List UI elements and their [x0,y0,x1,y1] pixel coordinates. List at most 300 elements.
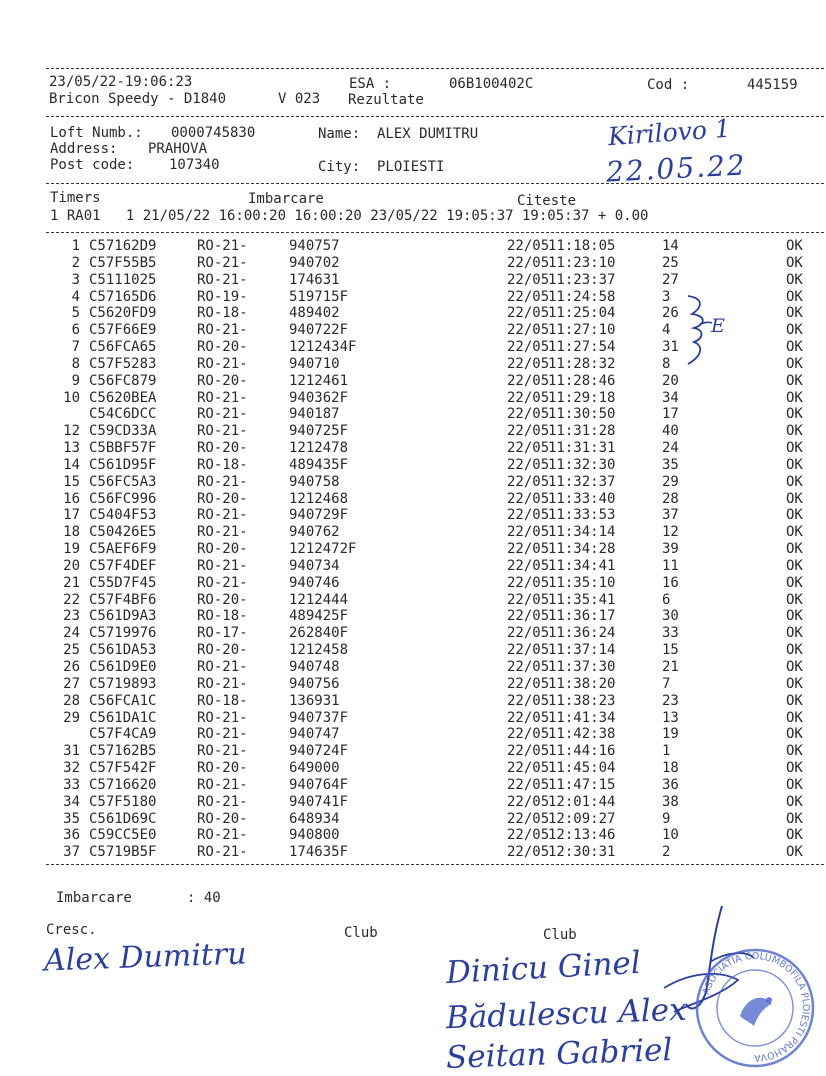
arrival-time: 11:35:41 [548,591,616,608]
arrival-time: 11:33:40 [548,490,616,507]
chip-code: C57F55B5 [89,254,157,271]
arrival-date: 22/05 [507,238,550,254]
ring-prefix: RO-19- [197,288,248,305]
ring-number: 1212468 [289,490,349,507]
address-value: PRAHOVA [148,141,208,157]
ring-number: 649000 [289,760,340,777]
status: OK [786,254,803,271]
row-index: 18 [63,524,80,541]
cod-value: 445159 [747,77,798,93]
arrival-time: 11:32:37 [548,473,616,490]
table-row [0,676,826,693]
arrival-time: 11:30:50 [548,406,616,423]
row-index: 35 [63,810,80,827]
rank: 4 [662,322,671,339]
arrival-time: 11:23:10 [548,254,616,271]
status: OK [786,440,803,457]
arrival-time: 11:28:46 [548,372,616,389]
ring-prefix: RO-21- [197,776,248,793]
rank: 16 [662,574,679,591]
arrival-date: 22/05 [507,810,550,827]
chip-code: C57F542F [89,760,157,777]
status: OK [786,238,803,254]
chip-code: C56FC5A3 [89,473,157,490]
status: OK [786,490,803,507]
arrival-date: 22/05 [507,692,550,709]
handwritten-bracket [680,292,740,372]
chip-code: C561D9A3 [89,608,157,625]
table-row [0,726,826,743]
row-index: 22 [63,591,80,608]
chip-code: C5719B5F [89,844,157,861]
status: OK [786,574,803,591]
status: OK [786,372,803,389]
ring-prefix: RO-21- [197,827,248,844]
table-row [0,541,826,558]
ring-number: 489435F [289,456,349,473]
rank: 15 [662,642,679,659]
arrival-time: 11:35:10 [548,574,616,591]
status: OK [786,406,803,423]
ring-number: 136931 [289,692,340,709]
chip-code: C57F66E9 [89,322,157,339]
row-index: 27 [63,675,80,692]
table-row [0,558,826,575]
table-row [0,423,826,440]
report-mode: Rezultate [348,92,424,108]
row-index: 31 [63,743,80,760]
arrival-date: 22/05 [507,659,550,675]
footer-imbarcare-label: Imbarcare [56,890,132,906]
arrival-time: 11:36:24 [548,625,616,642]
signature-club-3: Seitan Gabriel [445,1032,673,1076]
fancier-name: ALEX DUMITRU [377,126,479,142]
ring-prefix: RO-21- [197,524,248,541]
rank: 18 [662,760,679,777]
arrival-date: 22/05 [507,760,550,777]
ring-prefix: RO-17- [197,625,248,642]
row-index: 26 [63,659,80,675]
rank: 36 [662,776,679,793]
arrival-time: 11:24:58 [548,288,616,305]
chip-code: C5AEF6F9 [89,541,157,558]
status: OK [786,339,803,356]
status: OK [786,844,803,861]
ring-prefix: RO-21- [197,659,248,675]
cod-label: Cod : [647,77,690,93]
arrival-date: 22/05 [507,793,550,810]
arrival-date: 22/05 [507,625,550,642]
row-index: 29 [63,709,80,726]
ring-number: 940724F [289,743,349,760]
ring-prefix: RO-21- [197,254,248,271]
table-row [0,238,826,255]
ring-number: 262840F [289,625,349,642]
arrival-time: 11:32:30 [548,456,616,473]
chip-code: C5404F53 [89,507,157,524]
arrival-time: 12:30:31 [548,844,616,861]
ring-number: 940729F [289,507,349,524]
table-row [0,710,826,727]
arrival-date: 22/05 [507,541,550,558]
table-row [0,827,826,844]
arrival-date: 22/05 [507,608,550,625]
address-label: Address: [50,141,118,157]
row-index: 14 [63,456,80,473]
ring-number: 174635F [289,844,349,861]
rank: 8 [662,355,671,372]
rank: 11 [662,557,679,574]
ring-prefix: RO-21- [197,406,248,423]
status: OK [786,793,803,810]
status: OK [786,322,803,339]
ring-number: 940800 [289,827,340,844]
ring-prefix: RO-21- [197,675,248,692]
status: OK [786,557,803,574]
row-index: 13 [63,440,80,457]
footer-imbarcare-count: : 40 [187,890,221,906]
status: OK [786,776,803,793]
status: OK [786,355,803,372]
table-row [0,474,826,491]
ring-number: 1212478 [289,440,349,457]
chip-code: C5719893 [89,675,157,692]
ring-prefix: RO-21- [197,355,248,372]
ring-prefix: RO-20- [197,541,248,558]
chip-code: C57F4BF6 [89,591,157,608]
arrival-time: 11:25:04 [548,305,616,322]
status: OK [786,423,803,440]
row-index: 17 [63,507,80,524]
rank: 37 [662,507,679,524]
chip-code: C57F5283 [89,355,157,372]
rank: 17 [662,406,679,423]
status: OK [786,608,803,625]
ring-number: 940710 [289,355,340,372]
chip-code: C57162D9 [89,238,157,254]
row-index: 32 [63,760,80,777]
table-row [0,491,826,508]
chip-code: C56FCA65 [89,339,157,356]
loft-number: 0000745830 [171,125,256,141]
row-index: 36 [63,827,80,844]
ring-prefix: RO-20- [197,642,248,659]
ring-number: 940748 [289,659,340,675]
arrival-date: 22/05 [507,743,550,760]
rank: 39 [662,541,679,558]
arrival-date: 22/05 [507,490,550,507]
club-stamp [692,944,818,1072]
chip-code: C5620BEA [89,389,157,406]
arrival-date: 22/05 [507,591,550,608]
ring-number: 1212458 [289,642,349,659]
timer-line: 1 RA01 1 21/05/22 16:00:20 16:00:20 23/05/22 19:05:37 19:05:37 + 0.00 [50,208,649,224]
status: OK [786,591,803,608]
row-index: 15 [63,473,80,490]
chip-code: C57165D6 [89,288,157,305]
arrival-date: 22/05 [507,726,550,743]
ring-number: 940362F [289,389,349,406]
ring-number: 648934 [289,810,340,827]
arrival-time: 11:37:14 [548,642,616,659]
rank: 31 [662,339,679,356]
row-index: 21 [63,574,80,591]
row-index: 1 [71,238,80,254]
arrival-time: 12:09:27 [548,810,616,827]
status: OK [786,642,803,659]
rank: 23 [662,692,679,709]
status: OK [786,456,803,473]
arrival-date: 22/05 [507,339,550,356]
status: OK [786,473,803,490]
ring-number: 1212472F [289,541,357,558]
arrival-date: 22/05 [507,827,550,844]
signature-breeder: Alex Dumitru [43,936,248,979]
ring-prefix: RO-21- [197,709,248,726]
arrival-date: 22/05 [507,322,550,339]
status: OK [786,692,803,709]
chip-code: C561DA1C [89,709,157,726]
table-row [0,440,826,457]
status: OK [786,760,803,777]
ring-number: 940702 [289,254,340,271]
rank: 14 [662,238,679,254]
chip-code: C5719976 [89,625,157,642]
rank: 38 [662,793,679,810]
arrival-date: 22/05 [507,456,550,473]
status: OK [786,743,803,760]
table-row [0,794,826,811]
ring-prefix: RO-21- [197,743,248,760]
table-row [0,524,826,541]
name-label: Name: [318,126,361,142]
chip-code: C59CC5E0 [89,827,157,844]
ring-prefix: RO-21- [197,271,248,288]
table-row [0,659,826,676]
ring-prefix: RO-21- [197,844,248,861]
ring-number: 174631 [289,271,340,288]
ring-number: 940758 [289,473,340,490]
table-row [0,406,826,423]
signature-club-2: Bădulescu Alex [445,991,688,1037]
device-version: V 023 [278,91,321,107]
arrival-time: 11:34:28 [548,541,616,558]
chip-code: C50426E5 [89,524,157,541]
table-row [0,743,826,760]
club-label-1: Club [344,925,378,941]
row-index: 24 [63,625,80,642]
arrival-time: 11:28:32 [548,355,616,372]
table-row [0,575,826,592]
arrival-time: 11:45:04 [548,760,616,777]
table-row [0,811,826,828]
arrival-time: 11:31:31 [548,440,616,457]
table-row [0,693,826,710]
rank: 35 [662,456,679,473]
arrival-date: 22/05 [507,844,550,861]
citeste-header: Citeste [517,193,577,209]
row-index: 37 [63,844,80,861]
ring-prefix: RO-18- [197,456,248,473]
chip-code: C5620FD9 [89,305,157,322]
arrival-time: 11:29:18 [548,389,616,406]
row-index: 3 [71,271,80,288]
ring-number: 519715F [289,288,349,305]
chip-code: C56FC879 [89,372,157,389]
city-label: City: [318,159,361,175]
arrival-time: 11:18:05 [548,238,616,254]
handwritten-place: Kirilovo 1 [607,113,732,152]
arrival-time: 11:41:34 [548,709,616,726]
stamp-text: ASOCIATIA COLUMBOFILA PLOIESTI PRAHOVA [700,950,812,1064]
status: OK [786,271,803,288]
arrival-time: 11:33:53 [548,507,616,524]
table-row [0,457,826,474]
rank: 25 [662,254,679,271]
status: OK [786,810,803,827]
table-row [0,608,826,625]
chip-code: C5BBF57F [89,440,157,457]
row-index: 9 [71,372,80,389]
city-value: PLOIESTI [377,159,445,175]
status: OK [786,305,803,322]
ring-prefix: RO-18- [197,305,248,322]
device-name: Bricon Speedy - D1840 [49,91,227,107]
rank: 13 [662,709,679,726]
status: OK [786,675,803,692]
status: OK [786,389,803,406]
arrival-time: 11:31:28 [548,423,616,440]
rank: 7 [662,675,671,692]
arrival-date: 22/05 [507,372,550,389]
ring-prefix: RO-21- [197,574,248,591]
rank: 19 [662,726,679,743]
signature-club-1: Dinicu Ginel [445,944,642,992]
ring-number: 940747 [289,726,340,743]
ring-prefix: RO-18- [197,608,248,625]
row-index: 23 [63,608,80,625]
ring-prefix: RO-21- [197,473,248,490]
rank: 6 [662,591,671,608]
ring-prefix: RO-20- [197,440,248,457]
ring-prefix: RO-21- [197,322,248,339]
ring-prefix: RO-18- [197,692,248,709]
status: OK [786,541,803,558]
status: OK [786,726,803,743]
rank: 29 [662,473,679,490]
arrival-time: 11:37:30 [548,659,616,675]
status: OK [786,625,803,642]
chip-code: C5111025 [89,271,157,288]
row-index: 20 [63,557,80,574]
ring-number: 1212461 [289,372,349,389]
row-index: 25 [63,642,80,659]
rank: 10 [662,827,679,844]
arrival-time: 11:34:14 [548,524,616,541]
ring-number: 940757 [289,238,340,254]
row-index: 12 [63,423,80,440]
ring-number: 940722F [289,322,349,339]
ring-prefix: RO-20- [197,339,248,356]
arrival-date: 22/05 [507,507,550,524]
ring-number: 489402 [289,305,340,322]
table-row [0,390,826,407]
esa-label: ESA : [349,76,392,92]
table-row [0,844,826,861]
row-index: 6 [71,322,80,339]
arrival-date: 22/05 [507,709,550,726]
arrival-date: 22/05 [507,305,550,322]
club-label-2: Club [543,927,577,943]
separator-top [46,68,824,69]
rank: 33 [662,625,679,642]
ring-number: 940725F [289,423,349,440]
arrival-date: 22/05 [507,557,550,574]
ring-prefix: RO-20- [197,591,248,608]
chip-code: C57F4CA9 [89,726,157,743]
chip-code: C561DA53 [89,642,157,659]
chip-code: C56FC996 [89,490,157,507]
rank: 40 [662,423,679,440]
row-index: 2 [71,254,80,271]
rank: 34 [662,389,679,406]
ring-prefix: RO-21- [197,238,248,254]
status: OK [786,709,803,726]
table-row [0,777,826,794]
chip-code: C56FCA1C [89,692,157,709]
arrival-time: 11:38:23 [548,692,616,709]
rank: 24 [662,440,679,457]
arrival-time: 11:27:10 [548,322,616,339]
arrival-date: 22/05 [507,355,550,372]
row-index: 7 [71,339,80,356]
table-row [0,625,826,642]
row-index: 4 [71,288,80,305]
chip-code: C59CD33A [89,423,157,440]
arrival-time: 11:27:54 [548,339,616,356]
ring-prefix: RO-21- [197,557,248,574]
table-row [0,642,826,659]
arrival-date: 22/05 [507,254,550,271]
arrival-date: 22/05 [507,574,550,591]
table-row [0,255,826,272]
ring-prefix: RO-21- [197,726,248,743]
rank: 20 [662,372,679,389]
ring-prefix: RO-20- [197,372,248,389]
arrival-time: 11:34:41 [548,557,616,574]
rank: 27 [662,271,679,288]
arrival-date: 22/05 [507,440,550,457]
ring-number: 940746 [289,574,340,591]
separator-loft [46,183,824,184]
handwritten-letter: E [711,315,725,337]
chip-code: C561D69C [89,810,157,827]
table-row [0,373,826,390]
chip-code: C55D7F45 [89,574,157,591]
row-index: 16 [63,490,80,507]
rank: 30 [662,608,679,625]
rank: 1 [662,743,671,760]
ring-prefix: RO-20- [197,490,248,507]
arrival-date: 22/05 [507,524,550,541]
chip-code: C57F4DEF [89,557,157,574]
arrival-time: 11:47:15 [548,776,616,793]
ring-prefix: RO-20- [197,810,248,827]
rank: 21 [662,659,679,675]
arrival-time: 11:23:37 [548,271,616,288]
row-index: 34 [63,793,80,810]
rank: 9 [662,810,671,827]
